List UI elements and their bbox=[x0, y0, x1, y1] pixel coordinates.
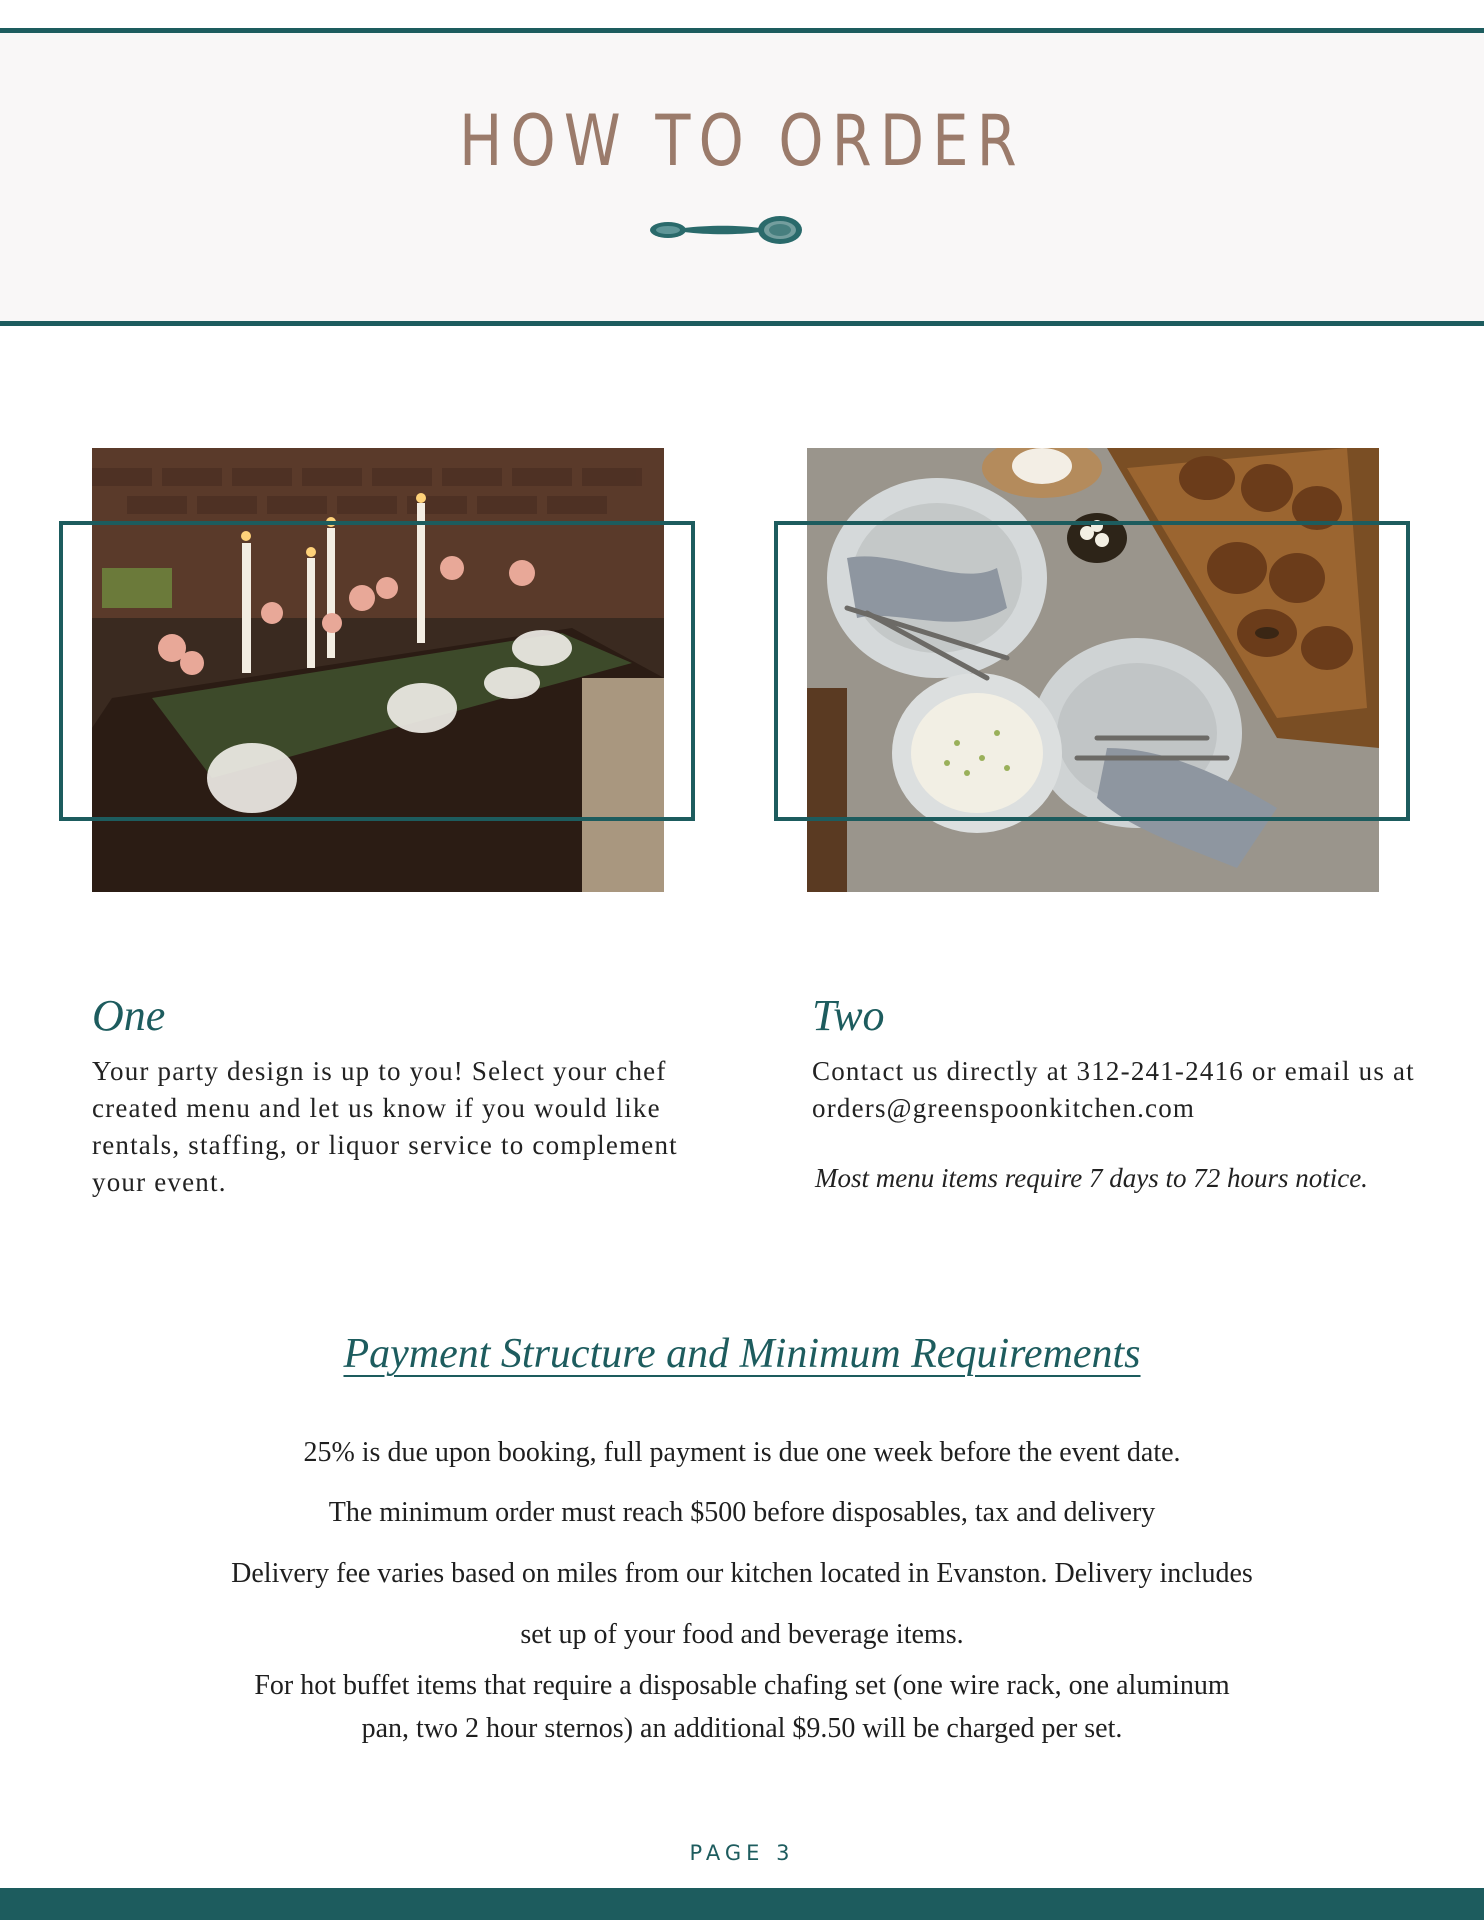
spoon-icon bbox=[648, 212, 804, 248]
payment-line: The minimum order must reach $500 before disposables, tax and delivery bbox=[328, 1497, 1156, 1528]
payment-line: For hot buffet items that require a disposable chafing set (one wire rack, one aluminum bbox=[254, 1670, 1230, 1701]
footer-band bbox=[0, 1888, 1484, 1920]
step-one-heading: One bbox=[92, 991, 166, 1040]
payment-line: 25% is due upon booking, full payment is due one week before the event date. bbox=[303, 1437, 1181, 1468]
notice-text: Most menu items require 7 days to 72 hours notice. bbox=[815, 1163, 1368, 1193]
step-two-text: Contact us directly at 312-241-2416 or email us at orders@greenspoonkitchen.com bbox=[812, 1056, 1415, 1123]
photo-frame-left bbox=[59, 521, 695, 821]
step-two-heading: Two bbox=[812, 991, 885, 1040]
page-number: PAGE 3 bbox=[689, 1841, 795, 1865]
step-one-text: Your party design is up to you! Select your chef created menu and let us know if you would like rentals, staffing, or liquor service to complement your event. bbox=[92, 1056, 678, 1197]
photo-frame-right bbox=[774, 521, 1410, 821]
page-title: HOW TO ORDER bbox=[459, 100, 1025, 182]
payment-heading: Payment Structure and Minimum Requirements bbox=[343, 1331, 1141, 1377]
payment-line: Delivery fee varies based on miles from our kitchen located in Evanston. Delivery includes bbox=[231, 1558, 1253, 1589]
payment-line: set up of your food and beverage items. bbox=[520, 1619, 964, 1650]
payment-line: pan, two 2 hour sternos) an additional $9.50 will be charged per set. bbox=[361, 1713, 1123, 1744]
